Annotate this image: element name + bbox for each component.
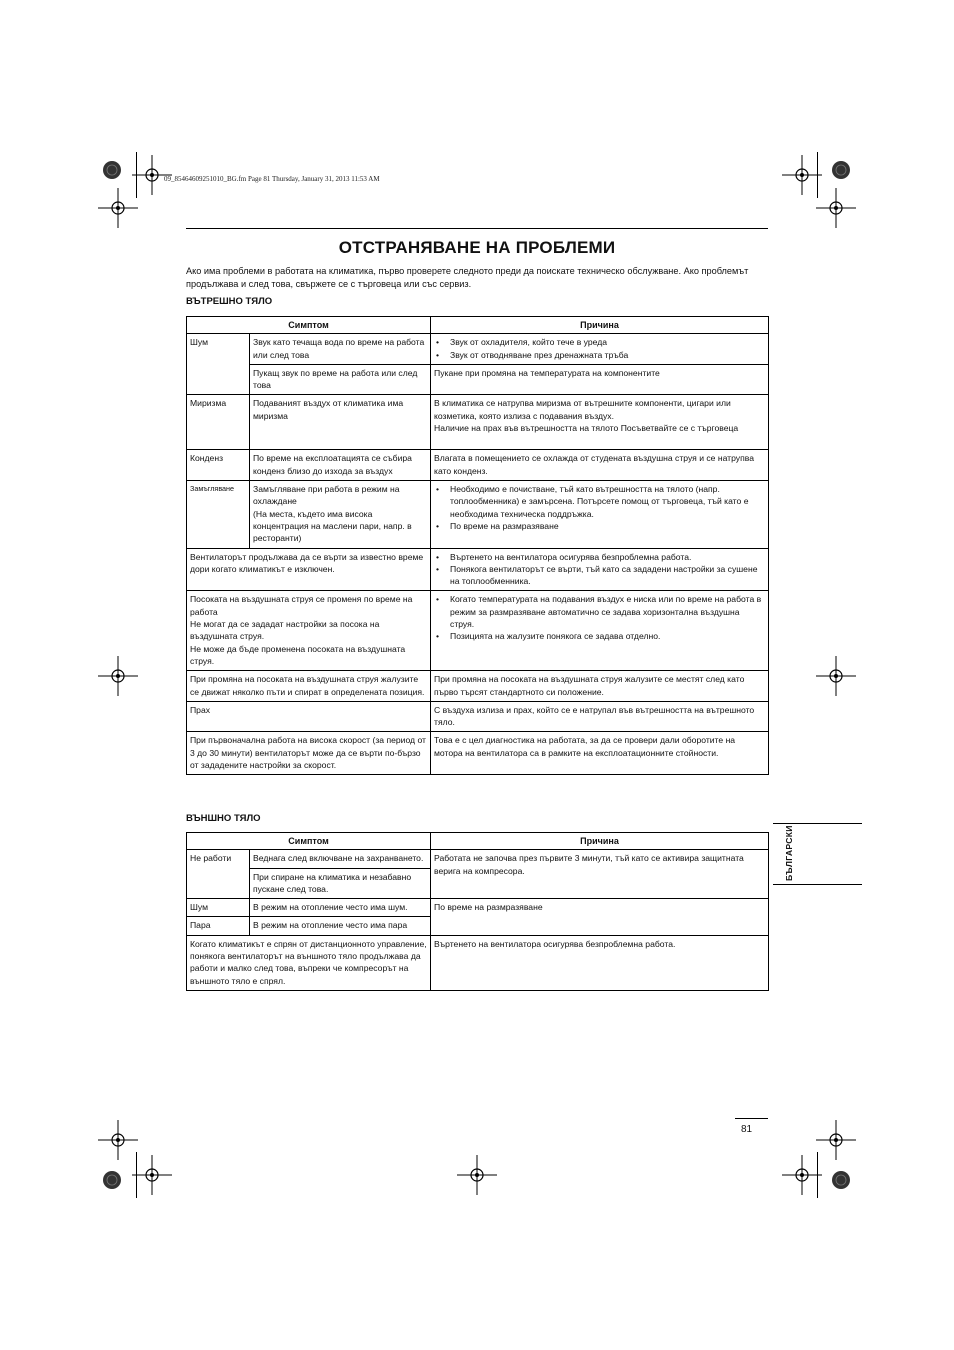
table-row xyxy=(187,732,769,775)
cause-cell: Пукане при промяна на температурата на компонентите xyxy=(431,364,769,395)
crop-mark xyxy=(136,152,137,198)
outdoor-table xyxy=(186,832,769,991)
symptom-cell: Веднага след включване на захранването. xyxy=(250,850,431,868)
indoor-table xyxy=(186,316,769,775)
page-title: ОТСТРАНЯВАНЕ НА ПРОБЛЕМИ xyxy=(338,238,616,257)
crosshair-icon xyxy=(457,1155,497,1195)
symptom-cell: Когато климатикът е спрян от дистанционното управление, понякога вентилаторът на външното тяло продължава да работи и малко след това, въпреки че компресорът на външното тяло е спрял. xyxy=(187,935,431,990)
cause-cell: С въздуха излиза и прах, който се е натрупал във вътрешността на вътрешното тяло. xyxy=(431,701,769,732)
crosshair-icon xyxy=(132,1155,172,1195)
table-row xyxy=(187,935,769,990)
symptom-header: Симптом xyxy=(187,833,431,850)
crosshair-icon xyxy=(98,656,138,696)
cause-bullet: • Необходимо е почистване, тъй като вътрешността на тялото (напр. топлообменника) е замърсена. Потърсете помощ от търговеца, тъй като е необходима техническа поддръжка. xyxy=(434,483,765,520)
symptom-cell: В режим на отопление често има шум. xyxy=(250,899,431,917)
crop-mark xyxy=(136,1152,137,1198)
crop-mark xyxy=(817,152,818,198)
crosshair-icon xyxy=(98,1120,138,1160)
side-tab-rule xyxy=(773,823,862,824)
cause-cell xyxy=(431,481,769,548)
page-number: 81 xyxy=(741,1124,753,1135)
crosshair-icon xyxy=(816,656,856,696)
table-row xyxy=(187,395,769,450)
category-cell: Не работи xyxy=(187,850,250,899)
cause-cell: Влагата в помещението се охлажда от студената въздушна струя и се натрупва като конденз. xyxy=(431,450,769,481)
cause-cell: По време на размразяване xyxy=(431,899,769,936)
file-info: 09_85464609251010_BG.fm Page 81 Thursday, January 31, 2013 11:53 AM xyxy=(164,175,380,183)
symptom-cell: В режим на отопление често има пара xyxy=(250,917,431,935)
intro-paragraph: Ако има проблеми в работата на климатика, първо проверете следното преди да поискате техническо обслужване. Ако проблемът продължава и след това, свържете се с търговеца или със сервиз. xyxy=(186,266,749,290)
table-row xyxy=(187,450,769,481)
table-header-row xyxy=(187,833,769,850)
symptom-cell: Посоката на въздушната струя се променя по време на работа Не могат да се зададат настройки за посока на въздушната струя. Не може да бъде променена посоката на въздушната струя. xyxy=(187,591,431,671)
category-cell: Миризма xyxy=(187,395,250,450)
cause-cell: При промяна на посоката на въздушната струя жалузите се местят след като първо търсят стандартното си положение. xyxy=(431,671,769,702)
cause-cell: Това е с цел диагностика на работата, за да се провери дали оборотите на мотора на вентилатора са в рамките на експлоатационните стойности. xyxy=(431,732,769,775)
cause-cell: Въртенето на вентилатора осигурява безпроблемна работа. xyxy=(431,935,769,990)
symptom-header: Симптом xyxy=(187,317,431,334)
registration-dot-icon xyxy=(102,160,122,180)
symptom-cell: Замъгляване при работа в режим на охлаждане (На места, където има висока концентрация на маслени пари, напр. в ресторанти) xyxy=(250,481,431,548)
symptom-cell: Прах xyxy=(187,701,431,732)
table-row xyxy=(187,899,769,917)
cause-cell xyxy=(431,548,769,591)
table-row xyxy=(187,671,769,702)
cause-bullet: • Въртенето на вентилатора осигурява безпроблемна работа. xyxy=(434,551,765,563)
table-row xyxy=(187,591,769,671)
registration-dot-icon xyxy=(831,160,851,180)
symptom-cell: По време на експлоатацията се събира конденз близо до изхода за въздух xyxy=(250,450,431,481)
crosshair-icon xyxy=(816,188,856,228)
crosshair-icon xyxy=(98,188,138,228)
symptom-cell: При промяна на посоката на въздушната струя жалузите се движат няколко пъти и спират в определената позиция. xyxy=(187,671,431,702)
indoor-heading: ВЪТРЕШНО ТЯЛО xyxy=(186,296,273,307)
table-row xyxy=(187,548,769,591)
category-cell: Конденз xyxy=(187,450,250,481)
cause-bullet: • Звук от отводняване през дренажната тръба xyxy=(434,349,765,361)
outdoor-heading: ВЪНШНО ТЯЛО xyxy=(186,813,261,824)
cause-cell xyxy=(431,591,769,671)
symptom-cell: Вентилаторът продължава да се върти за известно време дори когато климатикът е изключен. xyxy=(187,548,431,591)
cause-cell xyxy=(431,334,769,365)
category-cell: Пара xyxy=(187,917,250,935)
cause-bullet: • Звук от охладителя, който тече в уреда xyxy=(434,336,765,348)
cause-cell: В климатика се натрупва миризма от вътрешните компоненти, цигари или козметика, която излиза с подавания въздух. Наличие на прах във вътрешността на тялото Посъветвайте се с търговеца xyxy=(431,395,769,450)
symptom-cell: Пукащ звук по време на работа или след това xyxy=(250,364,431,395)
category-cell: Замъгляване xyxy=(187,481,250,548)
cause-bullet: • Позицията на жалузите понякога се задава отделно. xyxy=(434,630,765,642)
crosshair-icon xyxy=(816,1120,856,1160)
cause-bullet: • По време на размразяване xyxy=(434,520,765,532)
symptom-cell: Звук като течаща вода по време на работа или след това xyxy=(250,334,431,365)
header-rule xyxy=(186,228,768,229)
cause-bullet: • Понякога вентилаторът се върти, тъй като са зададени настройки за сушене на топлообменника. xyxy=(434,563,765,588)
category-cell: Шум xyxy=(187,899,250,917)
side-tab-rule xyxy=(773,884,862,885)
page-number-rule xyxy=(735,1118,768,1119)
registration-dot-icon xyxy=(102,1170,122,1190)
cause-cell: Работата не започва през първите 3 минути, тъй като се активира защитната верига на компресора. xyxy=(431,850,769,899)
table-header-row xyxy=(187,317,769,334)
table-row xyxy=(187,701,769,732)
table-row xyxy=(187,334,769,365)
language-tab: БЪЛГАРСКИ xyxy=(784,825,794,881)
category-cell: Шум xyxy=(187,334,250,395)
symptom-cell: Подаваният въздух от климатика има миризма xyxy=(250,395,431,450)
crosshair-icon xyxy=(782,1155,822,1195)
table-row xyxy=(187,481,769,548)
crop-mark xyxy=(817,1152,818,1198)
cause-bullet: • Когато температурата на подавания въздух е ниска или по време на работа в режим за размразяване автоматично се задава хоризонтална въздушна струя. xyxy=(434,593,765,630)
table-row xyxy=(187,364,769,395)
table-row xyxy=(187,850,769,868)
cause-header: Причина xyxy=(431,317,769,334)
symptom-cell: При спиране на климатика и незабавно пускане след това. xyxy=(250,868,431,899)
cause-header: Причина xyxy=(431,833,769,850)
registration-dot-icon xyxy=(831,1170,851,1190)
symptom-cell: При първоначална работа на висока скорост (за период от 3 до 30 минути) вентилаторът може да се върти по-бързо от зададените настройки за скорост. xyxy=(187,732,431,775)
